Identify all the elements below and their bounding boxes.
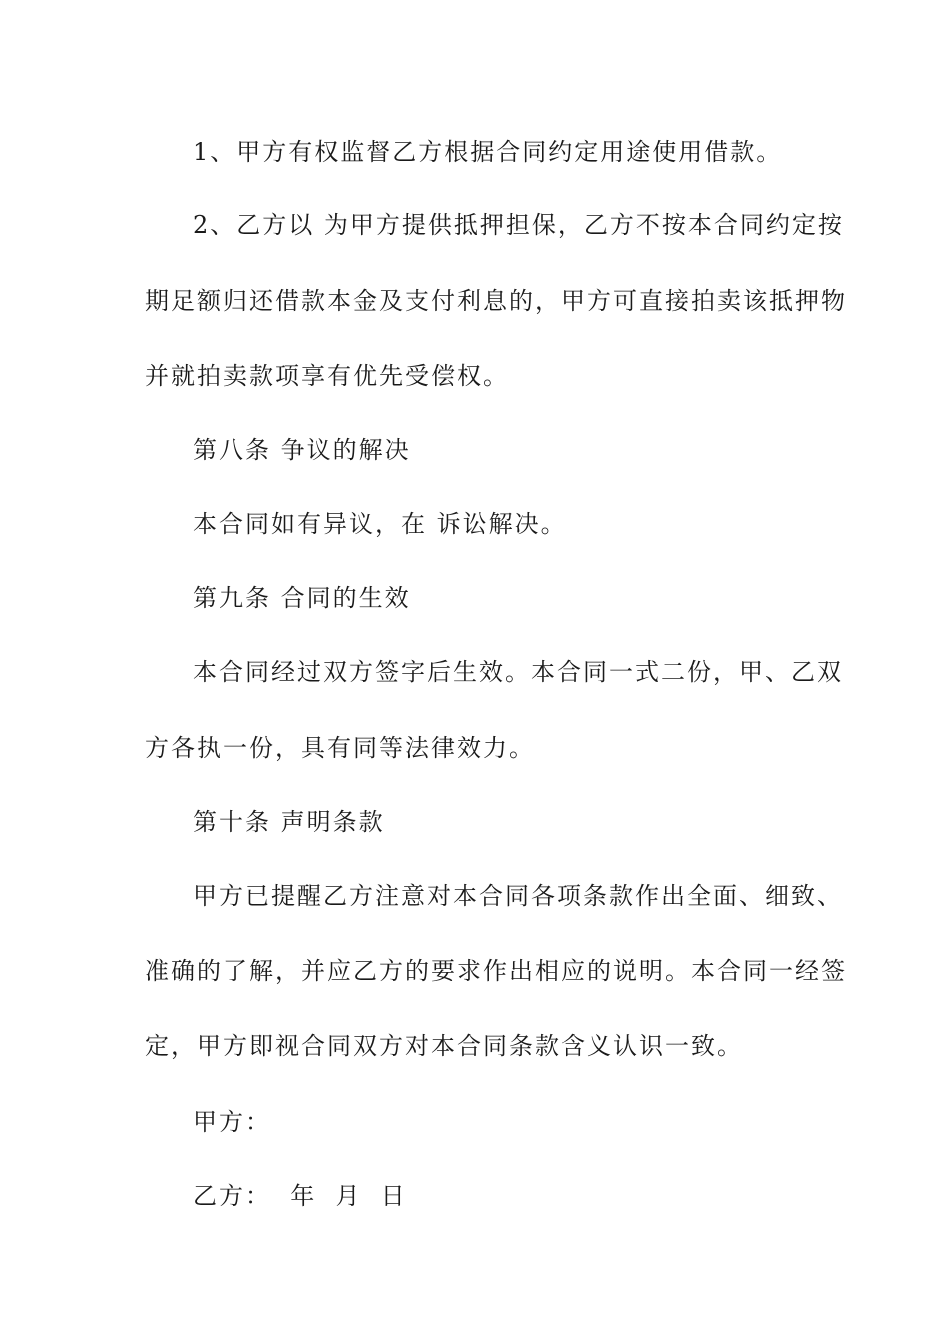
- clause-9-body-line-2: 方各执一份，具有同等法律效力。: [145, 734, 535, 762]
- party-b-signature-date: 乙方： 年 月 日: [193, 1182, 407, 1210]
- clause-7-item-2-line-2: 期足额归还借款本金及支付利息的，甲方可直接拍卖该抵押物: [145, 287, 847, 315]
- clause-10-body-line-3: 定，甲方即视合同双方对本合同条款含义认识一致。: [145, 1032, 743, 1060]
- clause-7-item-2-line-3: 并就拍卖款项享有优先受偿权。: [145, 362, 509, 390]
- party-a-signature: 甲方：: [193, 1108, 271, 1136]
- clause-9-body-line-1: 本合同经过双方签字后生效。本合同一式二份，甲、乙双: [193, 658, 843, 686]
- clause-9-heading: 第九条 合同的生效: [193, 584, 411, 612]
- clause-10-body-line-1: 甲方已提醒乙方注意对本合同各项条款作出全面、细致、: [193, 882, 843, 910]
- clause-10-body-line-2: 准确的了解，并应乙方的要求作出相应的说明。本合同一经签: [145, 957, 847, 985]
- clause-7-item-1: 1、甲方有权监督乙方根据合同约定用途使用借款。: [193, 138, 783, 166]
- clause-7-item-2-line-1: 2、乙方以 为甲方提供抵押担保，乙方不按本合同约定按: [193, 211, 844, 239]
- clause-8-heading: 第八条 争议的解决: [193, 436, 411, 464]
- clause-10-heading: 第十条 声明条款: [193, 808, 385, 836]
- clause-8-body: 本合同如有异议，在 诉讼解决。: [193, 510, 567, 538]
